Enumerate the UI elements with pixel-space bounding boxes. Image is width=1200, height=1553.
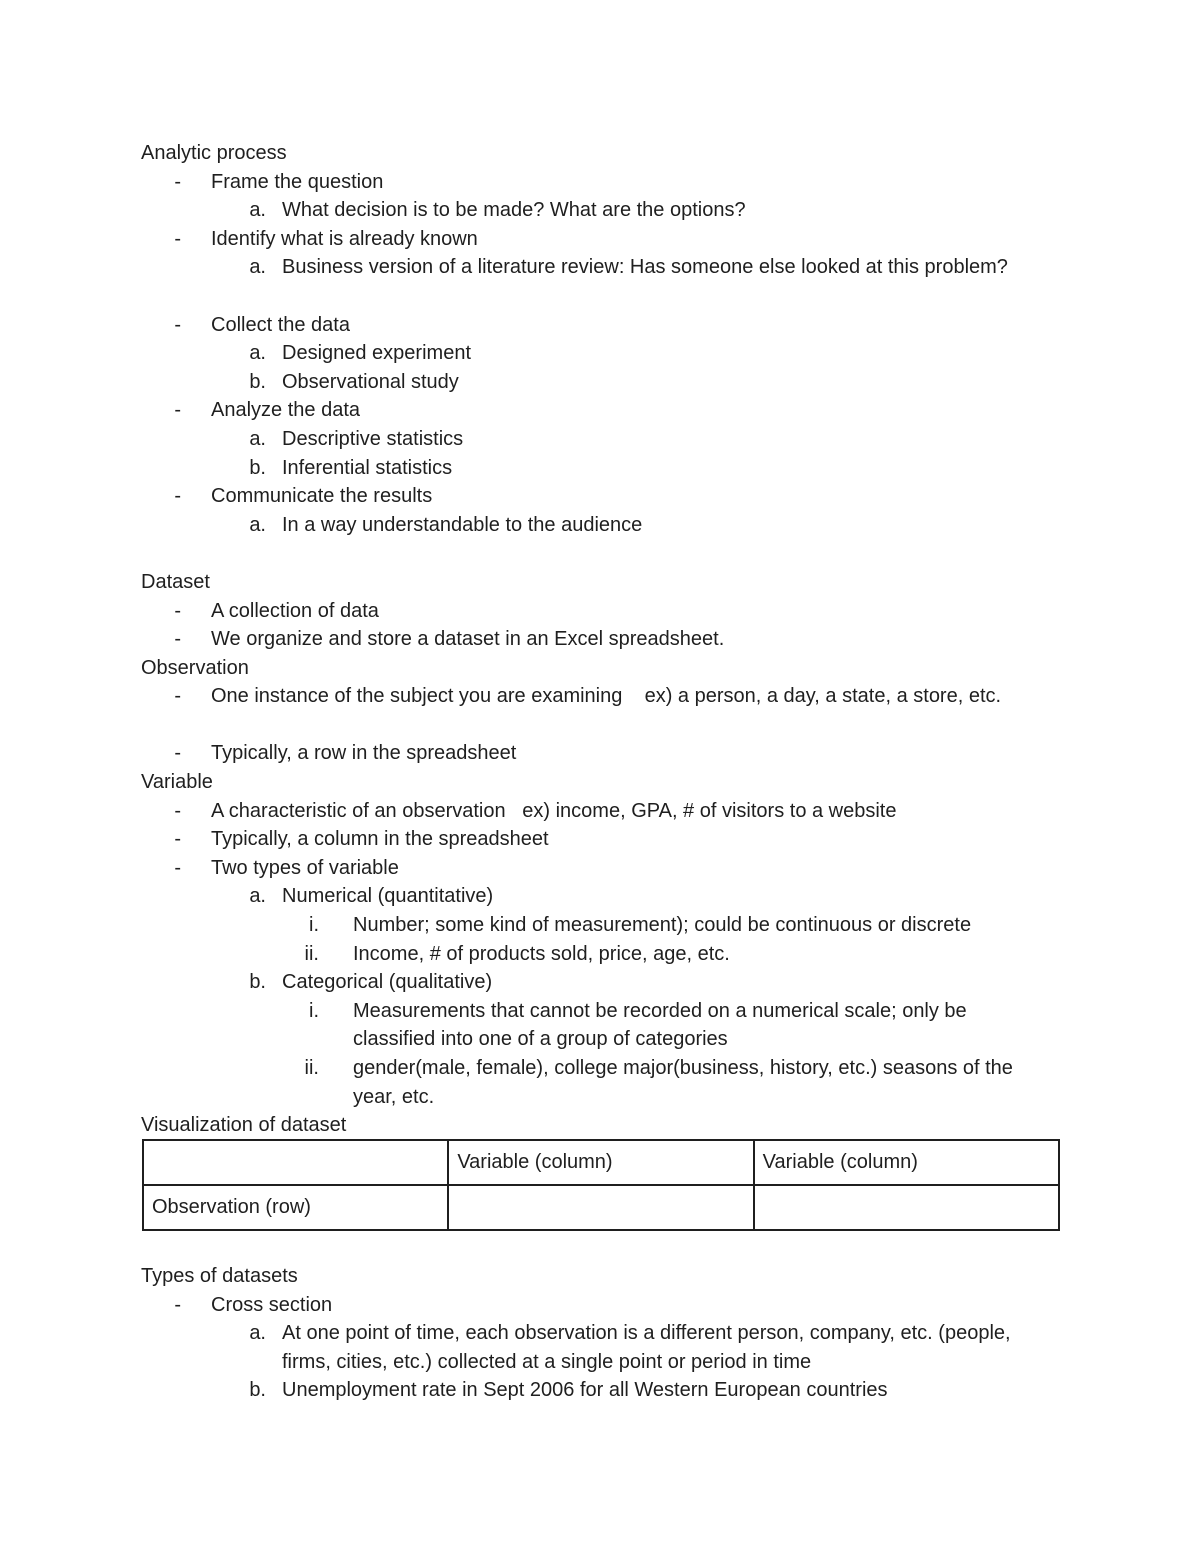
heading-types-of-datasets: Types of datasets: [141, 1265, 298, 1287]
list-item: [141, 339, 1061, 368]
list-item-text: Numerical (quantitative): [282, 885, 494, 908]
bullet-marker: -: [174, 628, 181, 651]
list-marker: a.: [249, 256, 266, 279]
heading-dataset: Dataset: [141, 570, 210, 593]
table-cell: [143, 1140, 448, 1185]
list-item-text: Analyze the data: [211, 399, 360, 422]
list-item: [141, 825, 1061, 854]
list-marker: b.: [249, 370, 266, 393]
list-item-text: What decision is to be made? What are the options?: [282, 199, 746, 222]
list-item: [141, 968, 1061, 997]
list-item-text: Income, # of products sold, price, age, etc.: [353, 942, 730, 965]
list-marker: ii.: [304, 942, 319, 965]
document-body: [141, 139, 1061, 1140]
list-marker: a.: [249, 1322, 266, 1345]
list-item: [141, 253, 1061, 310]
list-item: [141, 597, 1061, 626]
list-item-text: Typically, a column in the spreadsheet: [211, 828, 549, 851]
list-marker: a.: [249, 427, 266, 450]
list-item: [141, 997, 1061, 1054]
list-item-text: Communicate the results: [211, 485, 433, 508]
list-item: [141, 454, 1061, 483]
list-item-text: One instance of the subject you are examining ex) a person, a day, a state, a store, etc.: [211, 685, 1002, 708]
table-cell: [448, 1185, 753, 1230]
list-item: [141, 396, 1061, 425]
list-marker: a.: [249, 513, 266, 536]
list-item: [141, 368, 1061, 397]
list-item: [141, 225, 1061, 254]
list-item: [141, 797, 1061, 826]
list-item: [141, 1054, 1061, 1111]
list-item-text: A characteristic of an observation ex) income, GPA, # of visitors to a website: [211, 799, 897, 822]
list-item-text: gender(male, female), college major(business, history, etc.) seasons of the year, etc.: [353, 1057, 1013, 1108]
bullet-marker: -: [174, 742, 181, 765]
dataset-visualization-table: [142, 1139, 1060, 1231]
list-item: [141, 168, 1061, 197]
table-header-row: [143, 1140, 1059, 1185]
table-cell: Variable (column): [754, 1140, 1059, 1185]
list-item-text: Business version of a literature review: Has someone else looked at this problem?: [282, 256, 1008, 279]
list-marker: b.: [249, 1379, 266, 1402]
heading-observation: Observation: [141, 656, 249, 679]
list-marker: a.: [249, 342, 266, 365]
list-marker: a.: [249, 199, 266, 222]
list-item-text: At one point of time, each observation is a different person, company, etc. (people, firms, cities, etc.) collected at a single point or period in time: [282, 1322, 1011, 1373]
list-item: [141, 854, 1061, 883]
list-item-text: Observational study: [282, 370, 459, 393]
document-body-continued: [141, 1262, 1061, 1405]
list-marker: b.: [249, 971, 266, 994]
list-marker: b.: [249, 456, 266, 479]
list-item-text: We organize and store a dataset in an Excel spreadsheet.: [211, 628, 725, 651]
table-row: [143, 1185, 1059, 1230]
list-item-text: Identify what is already known: [211, 227, 478, 250]
list-item-text: Descriptive statistics: [282, 427, 464, 450]
table-cell: Observation (row): [143, 1185, 448, 1230]
list-item-text: Typically, a row in the spreadsheet: [211, 742, 517, 765]
list-item-text: Designed experiment: [282, 342, 471, 365]
bullet-marker: -: [174, 799, 181, 822]
list-item-text: Measurements that cannot be recorded on a numerical scale; only be classified into one of a group of categories: [353, 999, 967, 1051]
list-item-text: Categorical (qualitative): [282, 971, 493, 994]
list-marker: i.: [309, 914, 319, 937]
bullet-marker: -: [174, 485, 181, 508]
list-item: [141, 940, 1061, 969]
list-item: [141, 911, 1061, 940]
bullet-marker: -: [174, 828, 181, 851]
list-item: [141, 482, 1061, 511]
bullet-marker: -: [174, 170, 181, 193]
bullet-marker: -: [174, 399, 181, 422]
heading-variable: Variable: [141, 771, 213, 794]
list-item-text: Unemployment rate in Sept 2006 for all Western European countries: [282, 1379, 888, 1402]
bullet-marker: -: [174, 1293, 181, 1316]
blank-line: [141, 539, 1061, 568]
list-item-text: Collect the data: [211, 313, 350, 336]
bullet-marker: -: [174, 856, 181, 879]
list-item: [141, 739, 1061, 768]
list-item: [141, 1319, 1061, 1376]
bullet-marker: -: [174, 227, 181, 250]
list-item: [141, 1376, 1061, 1405]
list-item-text: Two types of variable: [211, 856, 399, 879]
list-marker: i.: [309, 999, 319, 1022]
list-item-text: A collection of data: [211, 599, 379, 622]
list-item-text: Number; some kind of measurement); could be continuous or discrete: [353, 914, 972, 937]
list-item: [141, 311, 1061, 340]
bullet-marker: -: [174, 599, 181, 622]
heading-analytic-process: Analytic process: [141, 142, 287, 164]
list-item: [141, 196, 1061, 225]
table-cell: Variable (column): [448, 1140, 753, 1185]
list-item-text: Cross section: [211, 1293, 333, 1316]
list-marker: a.: [249, 885, 266, 908]
bullet-marker: -: [174, 313, 181, 336]
list-marker: ii.: [304, 1057, 319, 1079]
list-item: [141, 511, 1061, 540]
list-item-text: Inferential statistics: [282, 456, 453, 479]
table-cell: [754, 1185, 1059, 1230]
bullet-marker: -: [174, 685, 181, 708]
list-item-text: Frame the question: [211, 170, 384, 193]
list-item: [141, 1291, 1061, 1320]
list-item-text: In a way understandable to the audience: [282, 513, 643, 536]
heading-visualization: Visualization of dataset: [141, 1114, 347, 1137]
list-item: [141, 682, 1061, 739]
list-item: [141, 625, 1061, 654]
list-item: [141, 882, 1061, 911]
list-item: [141, 425, 1061, 454]
